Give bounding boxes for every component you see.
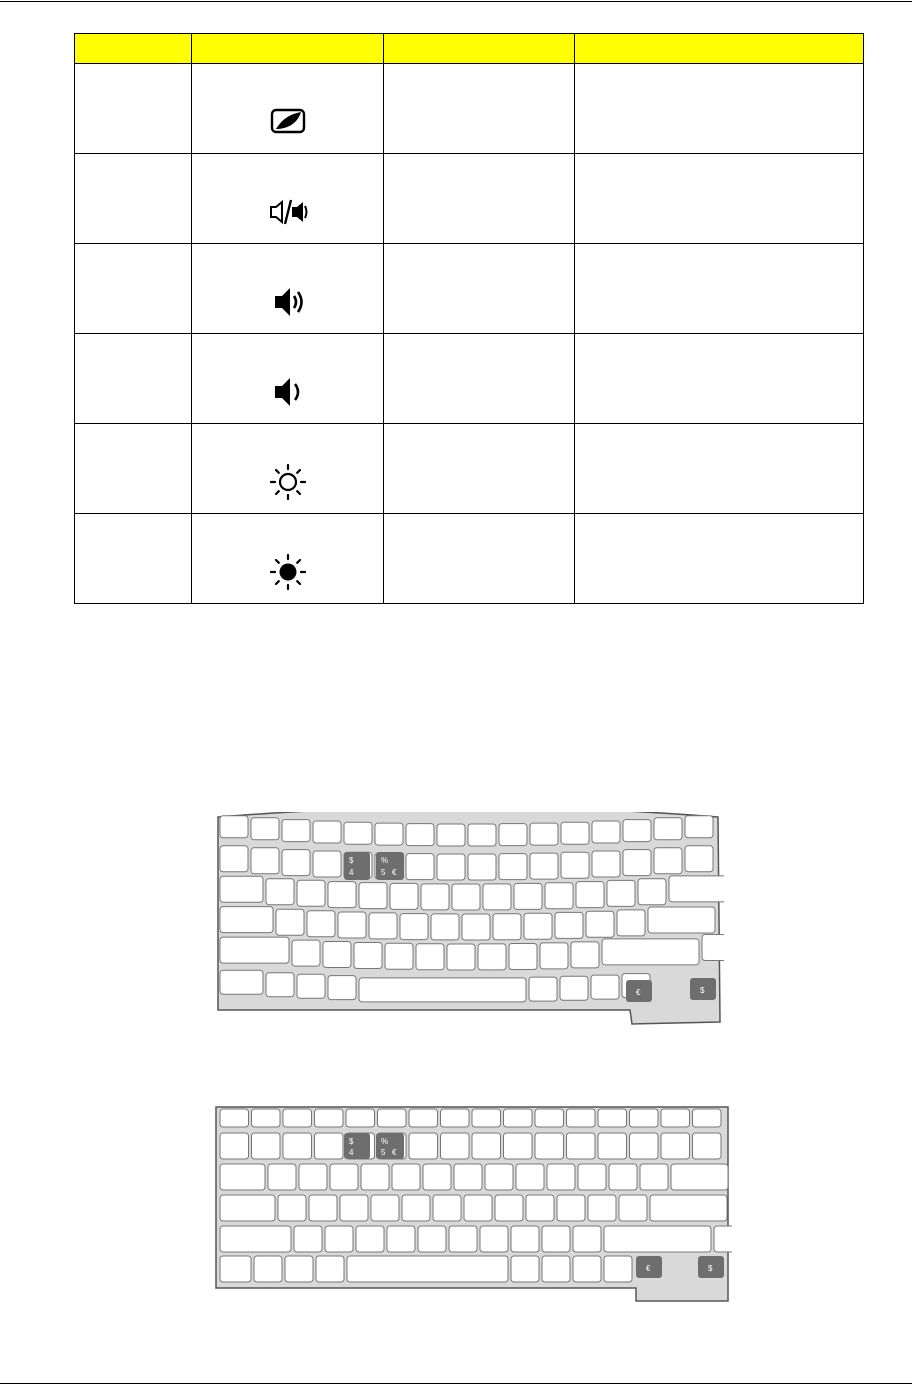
dollar-4-key (344, 1133, 370, 1159)
svg-text:$: $ (700, 986, 705, 995)
keyboard-key (685, 816, 713, 838)
keyboard-key (315, 1133, 344, 1159)
keyboard-key (654, 848, 682, 874)
keyboard-key (598, 1133, 627, 1159)
keyboard-key (316, 1256, 344, 1282)
keyboard-key (514, 883, 542, 909)
svg-text:5: 5 (381, 1148, 386, 1157)
table-row (75, 64, 864, 154)
keyboard-key (220, 1195, 275, 1221)
keyboard-key (530, 853, 558, 879)
keyboard-key (292, 940, 320, 966)
volume-down-icon (268, 372, 308, 412)
table-row (75, 334, 864, 424)
keyboard-key (573, 1226, 601, 1252)
keyboard-key (283, 1109, 312, 1127)
header-cell-hotkey (75, 34, 192, 64)
keyboard-key (338, 912, 366, 938)
keyboard-key (285, 1256, 313, 1282)
keyboard-key (252, 1109, 281, 1127)
keyboard-key (220, 1164, 265, 1190)
svg-text:5: 5 (381, 868, 386, 877)
keyboard-key (504, 1109, 533, 1127)
keyboard-key (330, 1164, 358, 1190)
keyboard-key (604, 1226, 711, 1252)
keyboard-key (648, 907, 715, 933)
keyboard-key (276, 909, 304, 935)
curved-keyboard-image (212, 812, 724, 1030)
keyboard-key (346, 1109, 375, 1127)
keyboard-key (409, 1109, 438, 1127)
keyboard-key (555, 912, 583, 938)
keyboard-key (359, 978, 526, 1002)
keyboard-key (344, 822, 372, 844)
keyboard-key (421, 884, 449, 910)
keyboard-key (468, 824, 496, 846)
keyboard-key (511, 1226, 539, 1252)
keyboard-key (449, 1226, 477, 1252)
keyboard-key (283, 1133, 312, 1159)
keyboard-key (325, 1226, 353, 1252)
keyboard-key (282, 850, 310, 876)
keyboard-key (604, 1256, 632, 1282)
keyboard-key (472, 1133, 501, 1159)
keyboard-key (371, 1195, 399, 1221)
keyboard-key (623, 850, 651, 876)
keyboard-key (406, 824, 434, 846)
keyboard-key (623, 820, 651, 842)
speaker-toggle-icon (268, 192, 308, 232)
keyboard-key (661, 1109, 690, 1127)
svg-text:€: € (392, 868, 397, 877)
keyboard-key (560, 976, 588, 1000)
keyboard-key (220, 970, 263, 994)
keyboard-key (452, 884, 480, 910)
keyboard-key (578, 1164, 606, 1190)
keyboard-key (369, 913, 397, 939)
keyboard-key (661, 1133, 690, 1159)
keyboard-key (609, 1164, 637, 1190)
volume-up-icon (268, 282, 308, 322)
svg-text:€: € (392, 1148, 397, 1157)
keyboard-key (669, 876, 724, 902)
keyboard-key (545, 883, 573, 909)
keyboard-key (387, 1226, 415, 1252)
keyboard-key (640, 1164, 668, 1190)
keyboard-key (671, 1164, 728, 1190)
keyboard-key (561, 822, 589, 844)
keyboard-key (468, 854, 496, 880)
keyboard-key (454, 1164, 482, 1190)
svg-text:€: € (636, 988, 641, 997)
keyboard-key (592, 821, 620, 843)
keyboard-key (340, 1195, 368, 1221)
table-row (75, 154, 864, 244)
svg-text:4: 4 (349, 868, 354, 877)
header-cell-function (384, 34, 575, 64)
keyboard-key (571, 942, 599, 968)
keyboard-key (297, 974, 325, 998)
keyboard-key (478, 944, 506, 970)
keyboard-key (268, 1164, 296, 1190)
keyboard-key (441, 1133, 470, 1159)
keyboard-key (638, 879, 666, 905)
keyboard-key (251, 818, 279, 840)
keyboard-key (328, 976, 356, 1000)
keyboard-key (431, 914, 459, 940)
svg-text:$: $ (349, 1137, 354, 1146)
keyboard-key (567, 1133, 596, 1159)
keyboard-key (251, 848, 279, 874)
keyboard-key (266, 879, 294, 905)
keyboard-key (547, 1164, 575, 1190)
keyboard-key (347, 1256, 508, 1282)
table-header-row (75, 34, 864, 64)
keyboard-key (630, 1133, 659, 1159)
keyboard-key (592, 851, 620, 877)
keyboard-key (619, 1195, 647, 1221)
keyboard-key (542, 1226, 570, 1252)
keyboard-key (586, 911, 614, 937)
keyboard-key (437, 824, 465, 846)
keyboard-key (354, 943, 382, 969)
svg-text:%: % (381, 1137, 389, 1146)
keyboard-key (385, 943, 413, 969)
header-cell-icon (192, 34, 384, 64)
keyboard-key (540, 943, 568, 969)
dollar-4-key (344, 852, 370, 880)
footer-rule (0, 1383, 912, 1384)
header-cell-description (575, 34, 864, 64)
svg-text:%: % (381, 856, 389, 865)
keyboard-key (313, 821, 341, 843)
keyboard-key (392, 1164, 420, 1190)
keyboard-key (516, 1164, 544, 1190)
keyboard-key (220, 937, 289, 963)
keyboard-key (252, 1133, 281, 1159)
keyboard-key (390, 883, 418, 909)
keyboard-key (406, 854, 434, 880)
keyboard-key (423, 1164, 451, 1190)
keyboard-key (437, 854, 465, 880)
keyboard-key (433, 1195, 461, 1221)
keyboard-key (464, 1195, 492, 1221)
keyboard-key (220, 846, 248, 872)
keyboard-key (485, 1164, 513, 1190)
keyboard-key (693, 1109, 722, 1127)
keyboard-key (693, 1133, 722, 1159)
keyboard-key (529, 977, 557, 1001)
keyboard-key (402, 1195, 430, 1221)
flat-keyboard-image (212, 1103, 732, 1305)
brightness-down-icon (268, 552, 308, 592)
keyboard-key (598, 1109, 627, 1127)
keyboard-key (509, 944, 537, 970)
keyboard-key (294, 1226, 322, 1252)
keyboard-key (400, 914, 428, 940)
keyboard-key (356, 1226, 384, 1252)
keyboard-key (309, 1195, 337, 1221)
keyboard-key (483, 884, 511, 910)
svg-text:$: $ (349, 856, 354, 865)
keyboard-key (480, 1226, 508, 1252)
keyboard-key (220, 1109, 249, 1127)
keyboard-key (650, 1195, 727, 1221)
brightness-up-icon (268, 462, 308, 502)
hotkey-table (74, 33, 864, 604)
svg-text:4: 4 (349, 1148, 354, 1157)
keyboard-key (524, 913, 552, 939)
keyboard-key (220, 907, 273, 933)
keyboard-key (323, 941, 351, 967)
keyboard-key (462, 914, 490, 940)
keyboard-key (220, 816, 248, 838)
keyboard-key (220, 1226, 291, 1252)
keyboard-key (378, 1109, 407, 1127)
keyboard-key (447, 944, 475, 970)
keyboard-key (557, 1195, 585, 1221)
keyboard-key (495, 1195, 523, 1221)
keyboard-key (499, 824, 527, 846)
table-row (75, 514, 864, 604)
keyboard-key (359, 883, 387, 909)
keyboard-key (361, 1164, 389, 1190)
keyboard-key (530, 823, 558, 845)
keyboard-key (535, 1133, 564, 1159)
keyboard-key (561, 852, 589, 878)
keyboard-key (278, 1195, 306, 1221)
keyboard-key (472, 1109, 501, 1127)
keyboard-key (266, 973, 294, 997)
table-row (75, 424, 864, 514)
keyboard-key (504, 1133, 533, 1159)
svg-text:€: € (646, 1264, 651, 1273)
keyboard-key (567, 1109, 596, 1127)
table-row (75, 244, 864, 334)
keyboard-key (416, 944, 444, 970)
keyboard-key (493, 914, 521, 940)
keyboard-key (297, 880, 325, 906)
keyboard-key (375, 823, 403, 845)
keyboard-key (535, 1109, 564, 1127)
keyboard-key (307, 911, 335, 937)
keyboard-key (313, 851, 341, 877)
acer-empowering-key-icon (268, 102, 308, 142)
keyboard-key (630, 1109, 659, 1127)
keyboard-key (576, 882, 604, 908)
svg-text:$: $ (708, 1264, 713, 1273)
keyboard-key (441, 1109, 470, 1127)
keyboard-key (511, 1256, 539, 1282)
keyboard-key (617, 910, 645, 936)
keyboard-key (220, 876, 263, 902)
keyboard-key (602, 939, 699, 965)
keyboard-key (588, 1195, 616, 1221)
keyboard-key (654, 818, 682, 840)
keyboard-key (409, 1133, 438, 1159)
keyboard-key (315, 1109, 344, 1127)
keyboard-key (702, 935, 724, 961)
keyboard-key (542, 1256, 570, 1282)
keyboard-key (526, 1195, 554, 1221)
keyboard-key (328, 882, 356, 908)
keyboard-key (220, 1256, 251, 1282)
keyboard-key (591, 975, 619, 999)
keyboard-key (220, 1133, 249, 1159)
keyboard-key (299, 1164, 327, 1190)
header-rule (0, 1, 912, 2)
keyboard-key (418, 1226, 446, 1252)
keyboard-key (254, 1256, 282, 1282)
keyboard-key (607, 880, 635, 906)
keyboard-key (714, 1226, 732, 1252)
keyboard-key (573, 1256, 601, 1282)
keyboard-key (282, 820, 310, 842)
keyboard-key (685, 846, 713, 872)
keyboard-key (499, 854, 527, 880)
